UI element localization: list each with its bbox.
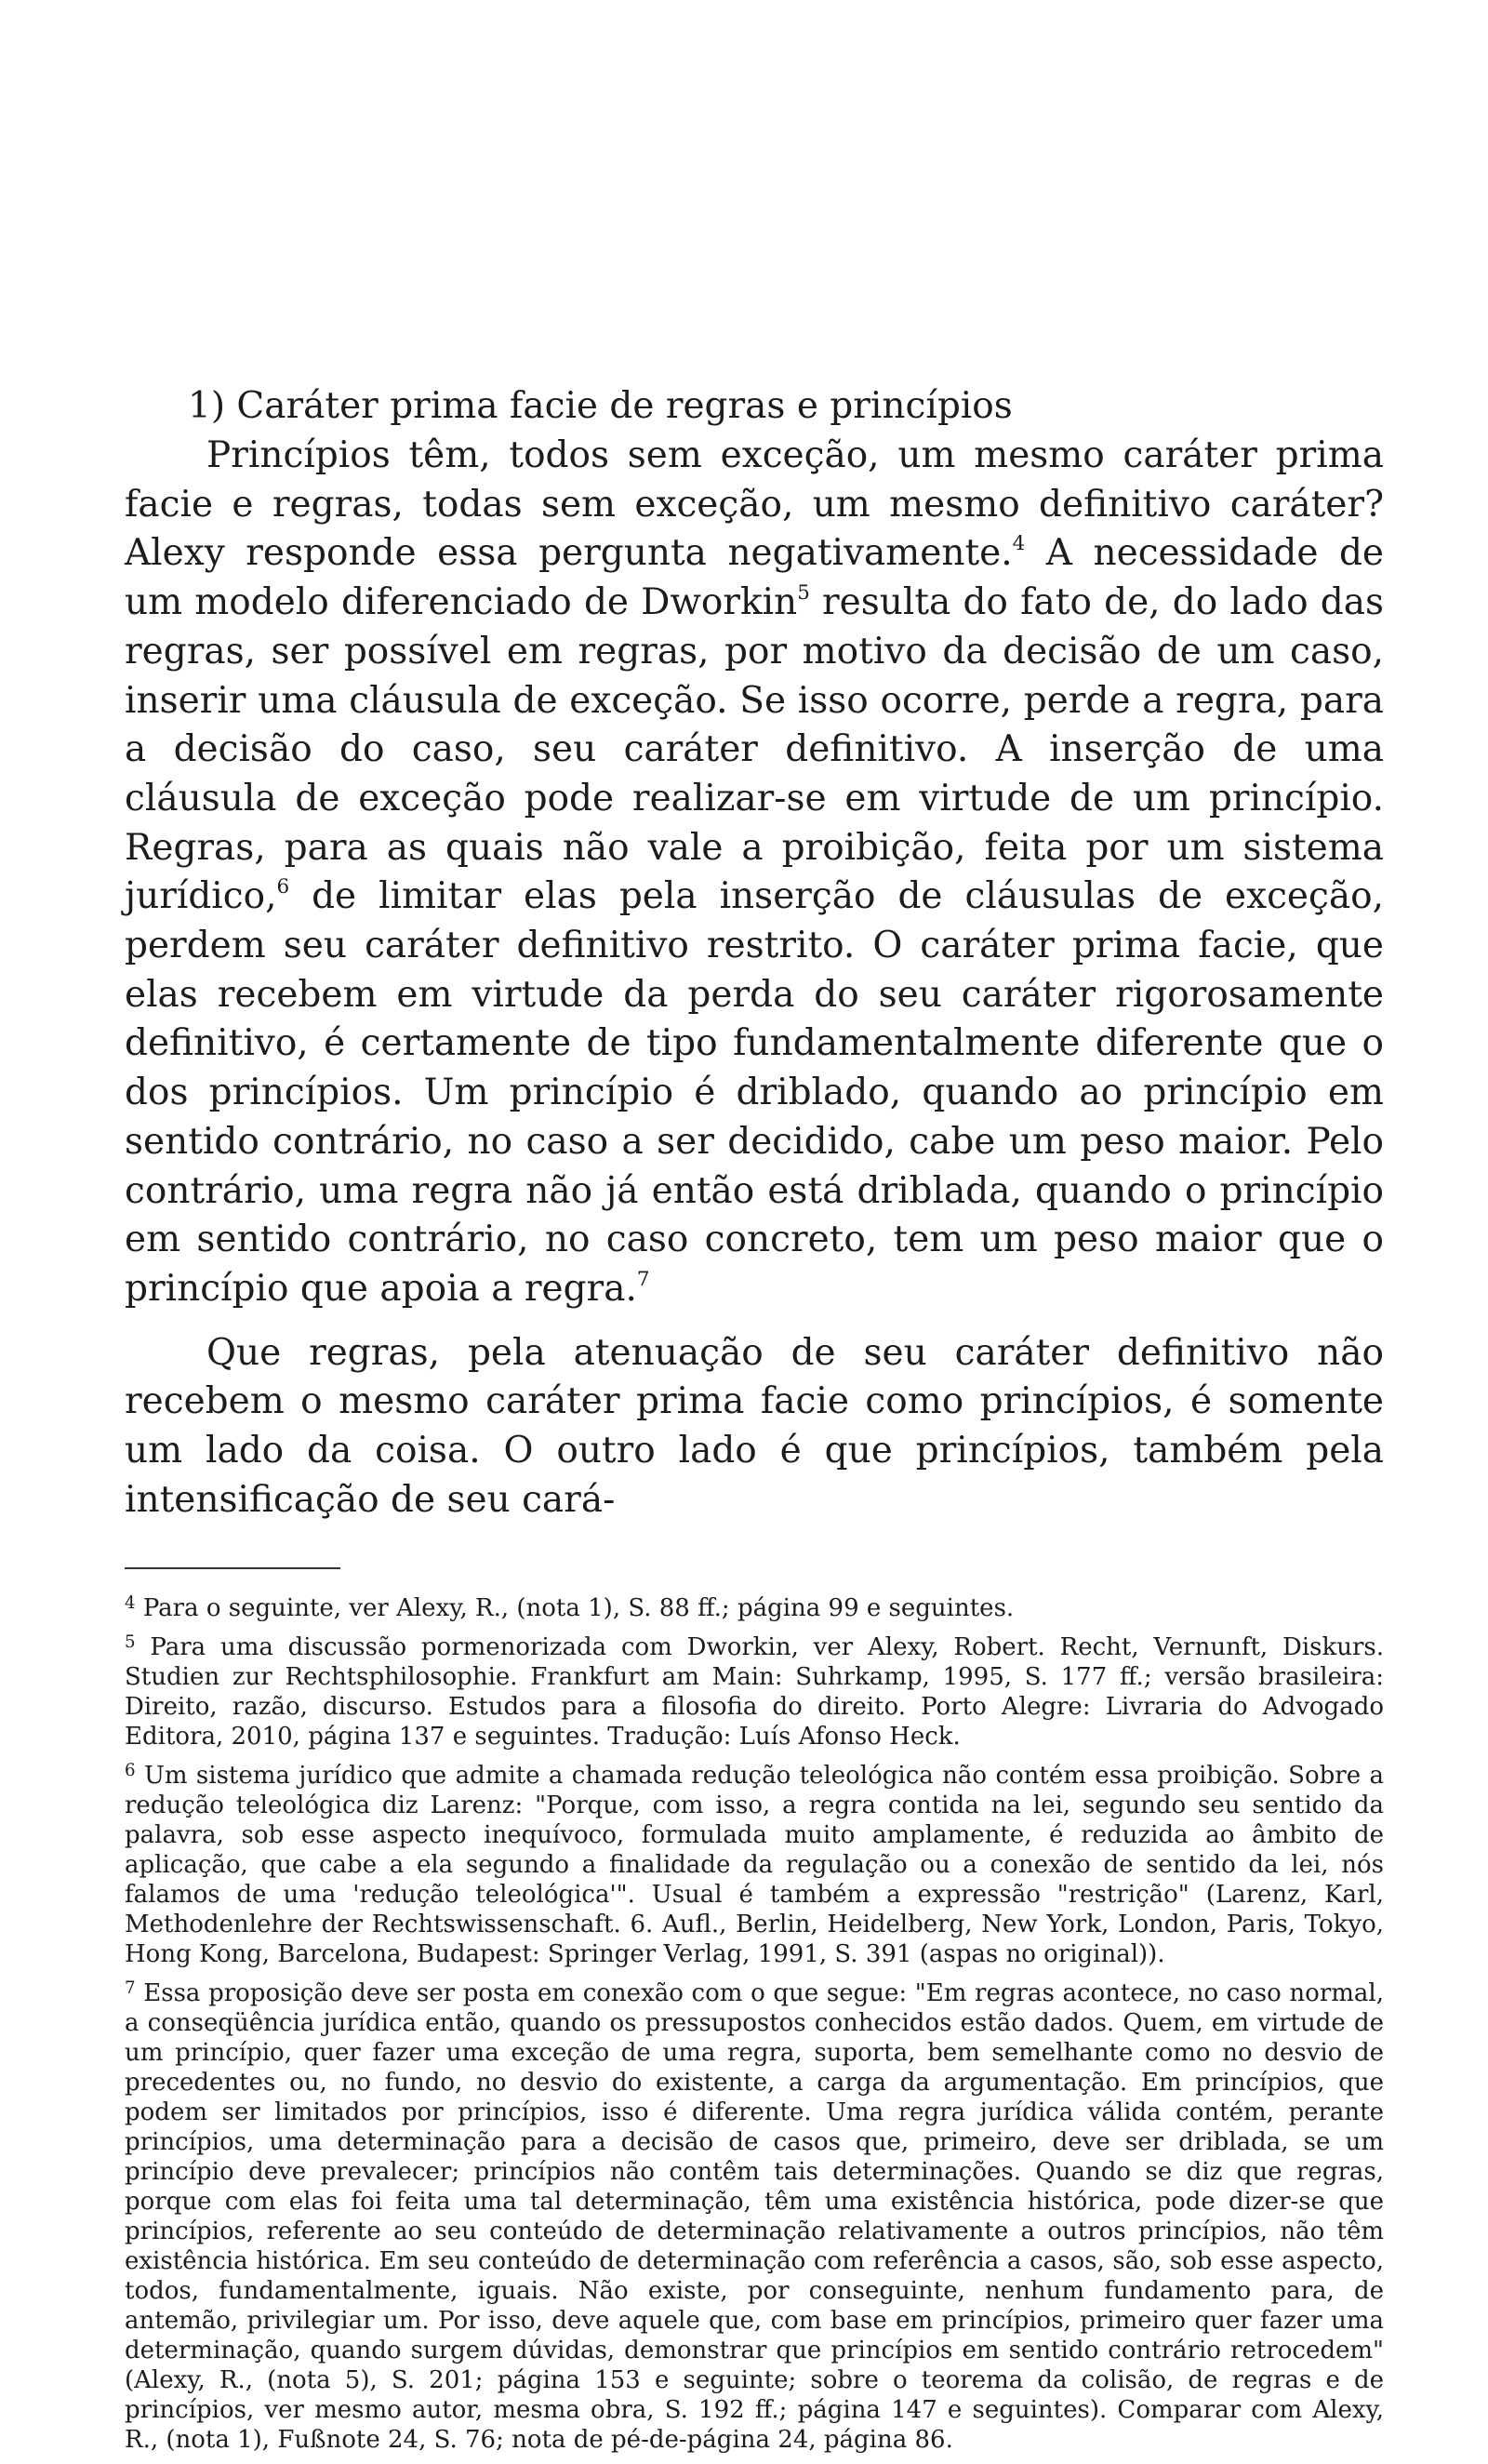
text-run: Que regras, pela atenuação de seu caráter definitivo não recebem o mesmo caráter prima facie como princípios, é somente um lado da coisa. O outro lado é que princípios, também pela intensificação de seu cará-	[125, 1331, 1384, 1521]
footnote-number: 6	[125, 1761, 136, 1781]
footnote	[125, 1632, 1384, 1751]
footnote-number: 4	[125, 1593, 136, 1614]
footnote-marker: 4	[1012, 532, 1026, 556]
body-paragraph	[125, 1329, 1384, 1525]
footnotes	[125, 1593, 1384, 2455]
footnote-marker: 5	[797, 581, 810, 606]
text-run: resulta do fato de, do lado das regras, ser possível em regras, por motivo da decisão de um caso, inserir uma cláusula de exceção. Se isso ocorre, perde a regra, para a decisão do caso, seu caráter definitivo. A inserção de uma cláusula de exceção pode realizar-se em virtude de um princípio. Regras, para as quais não vale a proibição, feita por um sistema jurídico,	[125, 581, 1384, 918]
footnote-text: Um sistema jurídico que admite a chamada redução teleológica não contém essa proibição. Sobre a redução teleológica diz Larenz: "Porque, com isso, a regra contida na lei, segundo seu sentido da palavra, sob esse aspecto inequívoco, formulada muito amplamente, é reduzida ao âmbito de aplicação, que cabe a ela segundo a finalidade da regulação ou a conexão de sentido da lei, nós falamos de uma 'redução teleológica'". Usual é também a expressão "restrição" (Larenz, Karl, Methodenlehre der Rechtswissenschaft. 6. Aufl., Berlin, Heidelberg, New York, London, Paris, Tokyo, Hong Kong, Barcelona, Budapest: Springer Verlag, 1991, S. 391 (aspas no original)).	[125, 1762, 1384, 1969]
footnote-divider	[125, 1567, 340, 1569]
body-text	[125, 432, 1384, 1525]
section-title: 1) Caráter prima facie de regras e princípios	[188, 385, 1013, 427]
footnote-marker: 7	[636, 1267, 650, 1291]
body-paragraph	[125, 432, 1384, 1314]
footnote	[125, 1593, 1384, 1623]
footnote-text: Essa proposição deve ser posta em conexão com o que segue: "Em regras acontece, no caso normal, a conseqüência jurídica então, quando os pressupostos conhecidos estão dados. Quem, em virtude de um princípio, quer fazer uma exceção de uma regra, suporta, bem semelhante como no desvio de precedentes ou, no fundo, no desvio do existente, a carga da argumentação. Em princípios, que podem ser limitados por princípios, isso é diferente. Uma regra jurídica válida contém, perante princípios, uma determinação para a decisão de casos que, primeiro, deve ser driblada, se um princípio deve prevalecer; princípios não contêm tais determinações. Quando se diz que regras, porque com elas foi feita uma tal determinação, têm uma existência histórica, pode dizer-se que princípios, referente ao seu conteúdo de determinação relativamente a outros princípios, não têm existência histórica. Em seu conteúdo de determinação com referência a casos, são, sob esse aspecto, todos, fundamentalmente, iguais. Não existe, por conseguinte, nenhum fundamento para, de antemão, privilegiar um. Por isso, deve aquele que, com base em princípios, primeiro quer fazer uma determinação, quando surgem dúvidas, demonstrar que princípios em sentido contrário retrocedem" (Alexy, R., (nota 5), S. 201; página 153 e seguinte; sobre o teorema da colisão, de regras e de princípios, ver mesmo autor, mesma obra, S. 192 ff.; página 147 e seguintes). Comparar com Alexy, R., (nota 1), Fußnote 24, S. 76; nota de pé-de-página 24, página 86.	[125, 1979, 1384, 2455]
footnote	[125, 1978, 1384, 2455]
footnote	[125, 1761, 1384, 1969]
text-run: Princípios têm, todos sem exceção, um mesmo caráter prima facie e regras, todas sem exceção, um mesmo definitivo caráter? Alexy responde essa pergunta negativamente.	[125, 434, 1384, 575]
footnote-number: 7	[125, 1978, 136, 1999]
page-content	[125, 381, 1384, 2464]
text-run: de limitar elas pela inserção de cláusulas de exceção, perdem seu caráter definitivo restrito. O caráter prima facie, que elas recebem em virtude da perda do seu caráter rigorosamente definitivo, é certamente de tipo fundamentalmente diferente que o dos princípios. Um princípio é driblado, quando ao princípio em sentido contrário, no caso a ser decidido, cabe um peso maior. Pelo contrário, uma regra não já então está driblada, quando o princípio em sentido contrário, no caso concreto, tem um peso maior que o princípio que apoia a regra.	[125, 875, 1384, 1310]
footnote-text: Para uma discussão pormenorizada com Dworkin, ver Alexy, Robert. Recht, Vernunft, Diskurs. Studien zur Rechtsphilosophie. Frankfurt am Main: Suhrkamp, 1995, S. 177 ff.; versão brasileira: Direito, razão, discurso. Estudos para a filosofia do direito. Porto Alegre: Livraria do Advogado Editora, 2010, página 137 e seguintes. Tradução: Luís Afonso Heck.	[125, 1633, 1385, 1751]
footnote-text: Para o seguinte, ver Alexy, R., (nota 1), S. 88 ff.; página 99 e seguintes.	[142, 1594, 1015, 1623]
footnote-number: 5	[125, 1632, 136, 1653]
text-run: A necessidade de um modelo diferenciado de Dworkin	[125, 532, 1384, 624]
footnote-marker: 6	[276, 875, 290, 899]
